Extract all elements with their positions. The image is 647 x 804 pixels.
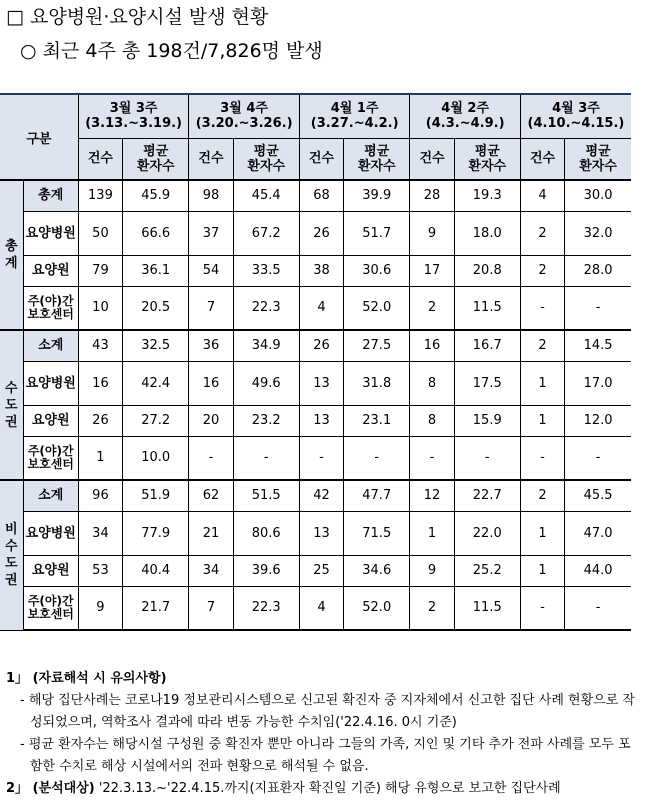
table-cell: 27.2 [123, 405, 189, 436]
note-1-bullet-2: - 평균 환자수는 해당시설 구성원 중 확진자 뿐만 아니라 그들의 가족, 지인 및 기타 추가 전파 사례를 모두 포함한 수치로 해상 시설에서의 전파 현황으로 해석될 수 없음. [20, 737, 631, 774]
table-cell: - [454, 436, 520, 480]
table-cell: 22.3 [233, 586, 299, 630]
table-cell: 9 [410, 211, 454, 255]
table-cell: 12 [410, 480, 454, 511]
table-cell: 2 [520, 211, 564, 255]
note-2-heading: 2」 (분석대상) [6, 781, 95, 796]
group-label: 비 수 도 권 [0, 480, 23, 630]
table-cell: 13 [299, 405, 343, 436]
table-cell: 10 [78, 286, 122, 330]
table-cell: 44.0 [565, 555, 631, 586]
table-cell: 2 [520, 480, 564, 511]
table-cell: 8 [410, 361, 454, 405]
table-cell: 45.9 [123, 180, 189, 211]
table-cell: 16 [410, 330, 454, 361]
row-category: 요양병원 [23, 511, 78, 555]
table-cell: 45.5 [565, 480, 631, 511]
table-cell: 30.0 [565, 180, 631, 211]
table-cell: 26 [299, 211, 343, 255]
header-week-2: 3월 4주 (3.20.~3.26.) [189, 94, 300, 138]
table-cell: 2 [520, 330, 564, 361]
table-cell: 43 [78, 330, 122, 361]
table-row [0, 330, 631, 361]
table-row [0, 511, 631, 555]
table-cell: 51.7 [344, 211, 410, 255]
table-row [0, 361, 631, 405]
row-category: 소계 [23, 330, 78, 361]
section-title: □ 요양병원·요양시설 발생 현황 [6, 6, 269, 28]
table-cell: 9 [78, 586, 122, 630]
table-cell: 21.7 [123, 586, 189, 630]
table-cell: 51.9 [123, 480, 189, 511]
table-cell: 21 [189, 511, 233, 555]
table-cell: 34.6 [344, 555, 410, 586]
table-cell: 28.0 [565, 255, 631, 286]
table-cell: 139 [78, 180, 122, 211]
table-cell: 18.0 [454, 211, 520, 255]
table-cell: - [520, 436, 564, 480]
table-cell: - [410, 436, 454, 480]
table-cell: 39.6 [233, 555, 299, 586]
table-cell: 38 [299, 255, 343, 286]
header-avg-patients-3: 평균 환자수 [344, 138, 410, 180]
table-cell: 22.7 [454, 480, 520, 511]
header-count-4: 건수 [410, 138, 454, 180]
header-week-1: 3월 3주 (3.13.~3.19.) [78, 94, 189, 138]
table-cell: 40.4 [123, 555, 189, 586]
table-cell: 14.5 [565, 330, 631, 361]
table-cell: 17.5 [454, 361, 520, 405]
table-row [0, 436, 631, 480]
header-avg-patients-2: 평균 환자수 [233, 138, 299, 180]
header-avg-patients-5: 평균 환자수 [565, 138, 631, 180]
table-cell: 10.0 [123, 436, 189, 480]
table-cell: - [299, 436, 343, 480]
header-avg-patients-1: 평균 환자수 [123, 138, 189, 180]
table-cell: 68 [299, 180, 343, 211]
table-cell: - [344, 436, 410, 480]
table-cell: 12.0 [565, 405, 631, 436]
table-cell: 4 [299, 286, 343, 330]
table-cell: 11.5 [454, 586, 520, 630]
table-cell: 47.7 [344, 480, 410, 511]
table-cell: 47.0 [565, 511, 631, 555]
table-cell: 80.6 [233, 511, 299, 555]
row-category: 요양원 [23, 255, 78, 286]
table-cell: 17.0 [565, 361, 631, 405]
table-cell: 34.9 [233, 330, 299, 361]
table-cell: 51.5 [233, 480, 299, 511]
table-cell: 50 [78, 211, 122, 255]
table-cell: 30.6 [344, 255, 410, 286]
header-avg-patients-4: 평균 환자수 [454, 138, 520, 180]
summary-line: ○ 최근 4주 총 198건/7,826명 발생 [20, 40, 323, 62]
table-cell: - [189, 436, 233, 480]
table-cell: 28 [410, 180, 454, 211]
table-cell: 4 [520, 180, 564, 211]
table-cell: 42.4 [123, 361, 189, 405]
row-category: 주(야)간 보호센터 [23, 436, 78, 480]
table-cell: 96 [78, 480, 122, 511]
group-label: 수 도 권 [0, 330, 23, 480]
header-count-2: 건수 [189, 138, 233, 180]
table-row [0, 405, 631, 436]
table-cell: 26 [299, 330, 343, 361]
table-cell: - [565, 436, 631, 480]
table-cell: - [520, 586, 564, 630]
table-cell: 79 [78, 255, 122, 286]
header-count-3: 건수 [299, 138, 343, 180]
row-category: 소계 [23, 480, 78, 511]
table-cell: 16 [78, 361, 122, 405]
header-week-3: 4월 1주 (3.27.~4.2.) [299, 94, 410, 138]
table-cell: 32.5 [123, 330, 189, 361]
table-cell: 52.0 [344, 586, 410, 630]
row-category: 요양병원 [23, 211, 78, 255]
table-cell: 7 [189, 286, 233, 330]
table-row [0, 555, 631, 586]
header-week-5: 4월 3주 (4.10.~4.15.) [520, 94, 631, 138]
table-cell: 66.6 [123, 211, 189, 255]
table-cell: 8 [410, 405, 454, 436]
table-cell: 77.9 [123, 511, 189, 555]
table-cell: 67.2 [233, 211, 299, 255]
table-cell: 19.3 [454, 180, 520, 211]
table-cell: 22.3 [233, 286, 299, 330]
table-cell: 23.2 [233, 405, 299, 436]
table-row [0, 211, 631, 255]
table-cell: 98 [189, 180, 233, 211]
table-cell: - [520, 286, 564, 330]
table-cell: 1 [410, 511, 454, 555]
table-cell: 7 [189, 586, 233, 630]
table-cell: 17 [410, 255, 454, 286]
note-2-text: '22.3.13.~'22.4.15.까지(지표환자 확진일 기준) 해당 유형으로 보고한 집단사례 [94, 781, 561, 796]
table-cell: 36 [189, 330, 233, 361]
table-cell: 34 [78, 511, 122, 555]
row-category: 총계 [23, 180, 78, 211]
table-cell: 32.0 [565, 211, 631, 255]
table-cell: 13 [299, 511, 343, 555]
table-cell: 20.8 [454, 255, 520, 286]
note-1-heading: 1」 (자료해석 시 유의사항) [6, 671, 167, 686]
table-cell: 71.5 [344, 511, 410, 555]
table-cell: - [565, 586, 631, 630]
table-cell: 4 [299, 586, 343, 630]
footnotes [6, 668, 642, 800]
table-cell: - [565, 286, 631, 330]
table-cell: - [233, 436, 299, 480]
note-2 [6, 778, 642, 800]
table-row [0, 480, 631, 511]
table-cell: 20.5 [123, 286, 189, 330]
header-category: 구분 [0, 94, 78, 180]
row-category: 주(야)간 보호센터 [23, 286, 78, 330]
table-cell: 16.7 [454, 330, 520, 361]
table-cell: 1 [520, 511, 564, 555]
row-category: 요양원 [23, 555, 78, 586]
row-category: 요양원 [23, 405, 78, 436]
table-cell: 27.5 [344, 330, 410, 361]
table-cell: 25.2 [454, 555, 520, 586]
group-label: 총 계 [0, 180, 23, 330]
table-cell: 2 [410, 286, 454, 330]
table-cell: 31.8 [344, 361, 410, 405]
table-cell: 22.0 [454, 511, 520, 555]
table-cell: 52.0 [344, 286, 410, 330]
table-cell: 34 [189, 555, 233, 586]
table-cell: 2 [410, 586, 454, 630]
table-cell: 45.4 [233, 180, 299, 211]
header-count-1: 건수 [78, 138, 122, 180]
table-cell: 15.9 [454, 405, 520, 436]
table-cell: 33.5 [233, 255, 299, 286]
table-cell: 36.1 [123, 255, 189, 286]
facility-outbreak-table [0, 93, 631, 631]
table-cell: 62 [189, 480, 233, 511]
table-cell: 16 [189, 361, 233, 405]
table-cell: 26 [78, 405, 122, 436]
row-category: 요양병원 [23, 361, 78, 405]
table-cell: 42 [299, 480, 343, 511]
table-cell: 20 [189, 405, 233, 436]
table-cell: 1 [520, 555, 564, 586]
table-row [0, 180, 631, 211]
table-cell: 39.9 [344, 180, 410, 211]
table-cell: 1 [520, 361, 564, 405]
header-count-5: 건수 [520, 138, 564, 180]
table-row [0, 286, 631, 330]
table-cell: 13 [299, 361, 343, 405]
header-week-4: 4월 2주 (4.3.~4.9.) [410, 94, 521, 138]
table-cell: 54 [189, 255, 233, 286]
table-cell: 25 [299, 555, 343, 586]
table-row [0, 255, 631, 286]
note-1-bullet-1: - 해당 집단사례는 코로나19 정보관리시스템으로 신고된 확진자 중 지자체에서 신고한 집단 사례 현황으로 작성되었으며, 역학조사 결과에 따라 변동 가능한 수치임('22.4.16. 0시 기준) [20, 693, 635, 730]
table-cell: 9 [410, 555, 454, 586]
table-cell: 53 [78, 555, 122, 586]
table-cell: 11.5 [454, 286, 520, 330]
table-row [0, 586, 631, 630]
table-cell: 23.1 [344, 405, 410, 436]
table-cell: 1 [78, 436, 122, 480]
table-cell: 37 [189, 211, 233, 255]
table-cell: 1 [520, 405, 564, 436]
table-cell: 49.6 [233, 361, 299, 405]
table-cell: 2 [520, 255, 564, 286]
row-category: 주(야)간 보호센터 [23, 586, 78, 630]
